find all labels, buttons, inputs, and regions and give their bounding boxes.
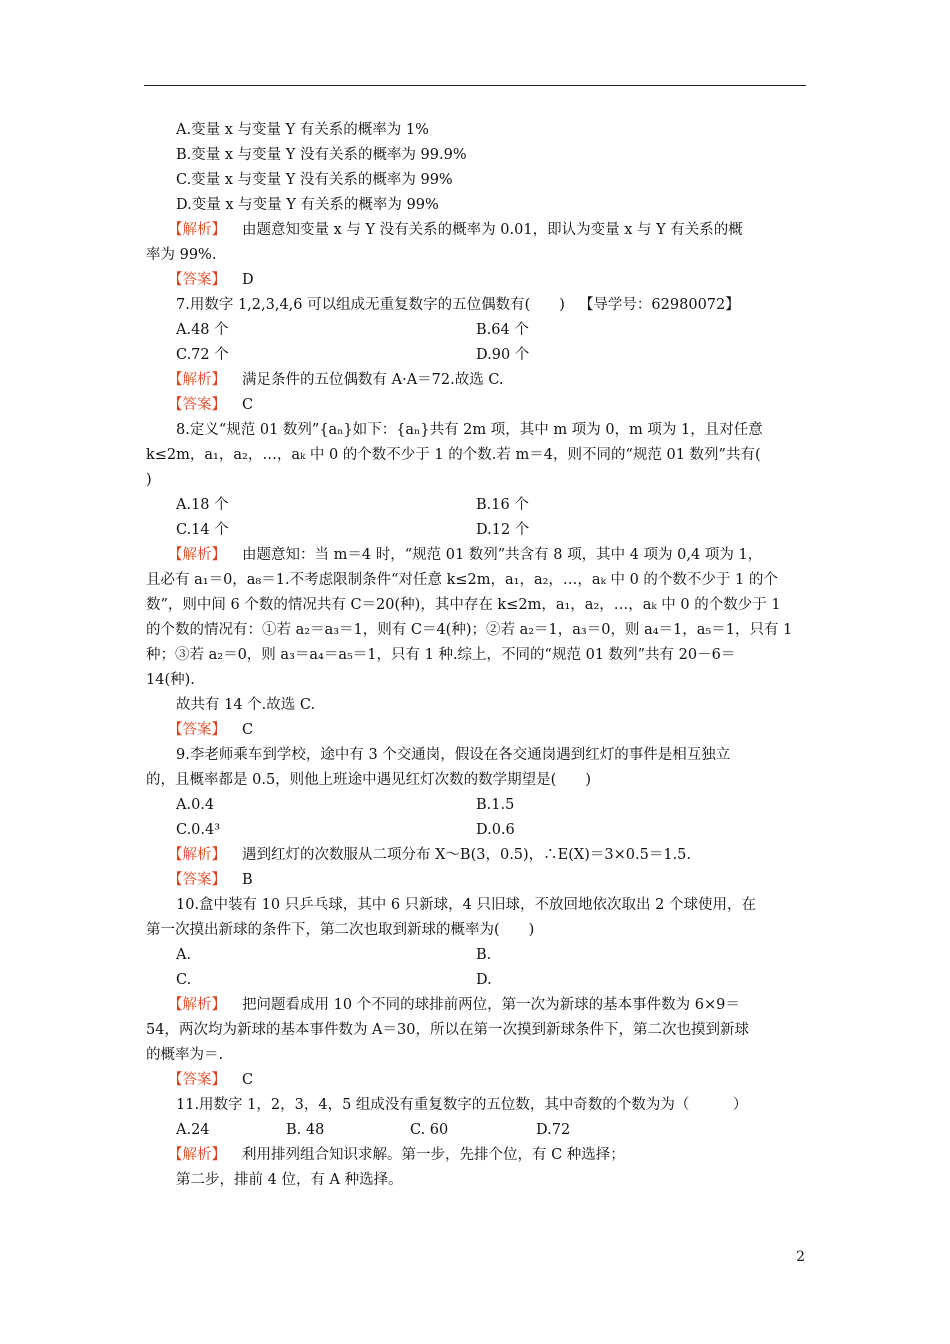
q8-analysis-line: 种；③若 a₂＝0，则 a₃＝a₄＝a₅＝1，只有 1 种.综上，不同的“规范 01 数列”共有 20－6＝ (146, 647, 736, 663)
page-number: 2 (796, 1249, 805, 1265)
q8-options-cd: C.14 个 D.12 个 (176, 522, 530, 538)
answer-label: 【答案】 (168, 1072, 226, 1088)
q6-option-a: A.变量 x 与变量 Y 有关系的概率为 1% (176, 122, 429, 138)
q7-analysis: 【解析】 满足条件的五位偶数有 A·A＝72.故选 C. (168, 372, 504, 388)
q10-answer: 【答案】 C (168, 1072, 254, 1088)
q7-ref: 【导学号：62980072】 (578, 297, 740, 313)
q8-analysis-conclusion: 故共有 14 个.故选 C. (176, 697, 316, 713)
answer-label: 【答案】 (168, 397, 226, 413)
q7-stem: 7.用数字 1,2,3,4,6 可以组成无重复数字的五位偶数有( ) 【导学号：62980072】 (176, 297, 740, 313)
q8-stem-cont: k≤2m，a₁，a₂，…，aₖ 中 0 的个数不少于 1 的个数.若 m＝4，则不同的“规范 01 数列”共有( (146, 447, 761, 463)
q8-stem-end: ) (146, 472, 152, 488)
q7-answer: 【答案】 C (168, 397, 254, 413)
q9-options-cd: C.0.4³ D.0.6 (176, 822, 515, 838)
q6-analysis-cont: 率为 99%. (146, 247, 217, 263)
q8-analysis-line: 14(种). (146, 672, 195, 688)
q8-options-ab: A.18 个 B.16 个 (176, 497, 529, 513)
q9-analysis: 【解析】 遇到红灯的次数服从二项分布 X～B(3，0.5)，∴E(X)＝3×0.5＝1.5. (168, 847, 692, 863)
answer-label: 【答案】 (168, 722, 226, 738)
header-rule (144, 85, 806, 86)
answer-label: 【答案】 (168, 272, 226, 288)
q7-options-ab: A.48 个 B.64 个 (176, 322, 529, 338)
analysis-label: 【解析】 (168, 372, 226, 388)
q6-option-b: B.变量 x 与变量 Y 没有关系的概率为 99.9% (176, 147, 467, 163)
q11-options: A.24 B. 48 C. 60 D.72 (176, 1122, 571, 1138)
q9-stem-cont: 的，且概率都是 0.5，则他上班途中遇见红灯次数的数学期望是( ) (146, 772, 591, 788)
q8-answer: 【答案】 C (168, 722, 254, 738)
q9-answer: 【答案】 B (168, 872, 253, 888)
q10-stem: 10.盒中装有 10 只乒乓球，其中 6 只新球，4 只旧球，不放回地依次取出 2 个球使用，在 (176, 897, 756, 913)
q11-analysis: 【解析】 利用排列组合知识求解。第一步，先排个位，有 C 种选择； (168, 1147, 625, 1163)
q11-stem: 11.用数字 1，2，3，4，5 组成没有重复数字的五位数，其中奇数的个数为为（ ） (176, 1097, 748, 1113)
answer-label: 【答案】 (168, 872, 226, 888)
q10-options-ab: A. B. (176, 947, 492, 963)
q7-options-cd: C.72 个 D.90 个 (176, 347, 530, 363)
q10-analysis: 【解析】 把问题看成用 10 个不同的球排前两位，第一次为新球的基本事件数为 6×9＝ (168, 997, 740, 1013)
q9-options-ab: A.0.4 B.1.5 (176, 797, 515, 813)
q6-option-d: D.变量 x 与变量 Y 有关系的概率为 99% (176, 197, 439, 213)
q10-analysis-line: 的概率为＝. (146, 1047, 224, 1063)
q6-analysis: 【解析】 由题意知变量 x 与 Y 没有关系的概率为 0.01，即认为变量 x 与 Y 有关系的概 (168, 222, 743, 238)
q9-stem: 9.李老师乘车到学校，途中有 3 个交通岗，假设在各交通岗遇到红灯的事件是相互独立 (176, 747, 731, 763)
q11-analysis-line: 第二步，排前 4 位，有 A 种选择。 (176, 1172, 403, 1188)
document-body (146, 118, 808, 1193)
q8-analysis-line: 且必有 a₁＝0，a₈＝1.不考虑限制条件“对任意 k≤2m，a₁，a₂，…，aₖ 中 0 的个数不少于 1 的个 (146, 572, 778, 588)
analysis-label: 【解析】 (168, 222, 226, 238)
analysis-label: 【解析】 (168, 847, 226, 863)
q6-answer: 【答案】 D (168, 272, 254, 288)
q10-stem-cont: 第一次摸出新球的条件下，第二次也取到新球的概率为( ) (146, 922, 535, 938)
analysis-label: 【解析】 (168, 547, 226, 563)
q10-options-cd: C. D. (176, 972, 492, 988)
q8-stem: 8.定义“规范 01 数列”{aₙ}如下：{aₙ}共有 2m 项，其中 m 项为 0，m 项为 1，且对任意 (176, 422, 763, 438)
q8-analysis-line: 数”，则中间 6 个数的情况共有 C＝20(种)，其中存在 k≤2m，a₁，a₂，…，aₖ 中 0 的个数少于 1 (146, 597, 781, 613)
q10-analysis-line: 54，两次均为新球的基本事件数为 A＝30，所以在第一次摸到新球条件下，第二次也摸到新球 (146, 1022, 749, 1038)
analysis-label: 【解析】 (168, 1147, 226, 1163)
q8-analysis: 【解析】 由题意知：当 m＝4 时，“规范 01 数列”共含有 8 项，其中 4 项为 0,4 项为 1， (168, 547, 763, 563)
q8-analysis-line: 的个数的情况有：①若 a₂＝a₃＝1，则有 C＝4(种)；②若 a₂＝1，a₃＝0，则 a₄＝1，a₅＝1，只有 1 (146, 622, 793, 638)
analysis-label: 【解析】 (168, 997, 226, 1013)
q6-option-c: C.变量 x 与变量 Y 没有关系的概率为 99% (176, 172, 453, 188)
